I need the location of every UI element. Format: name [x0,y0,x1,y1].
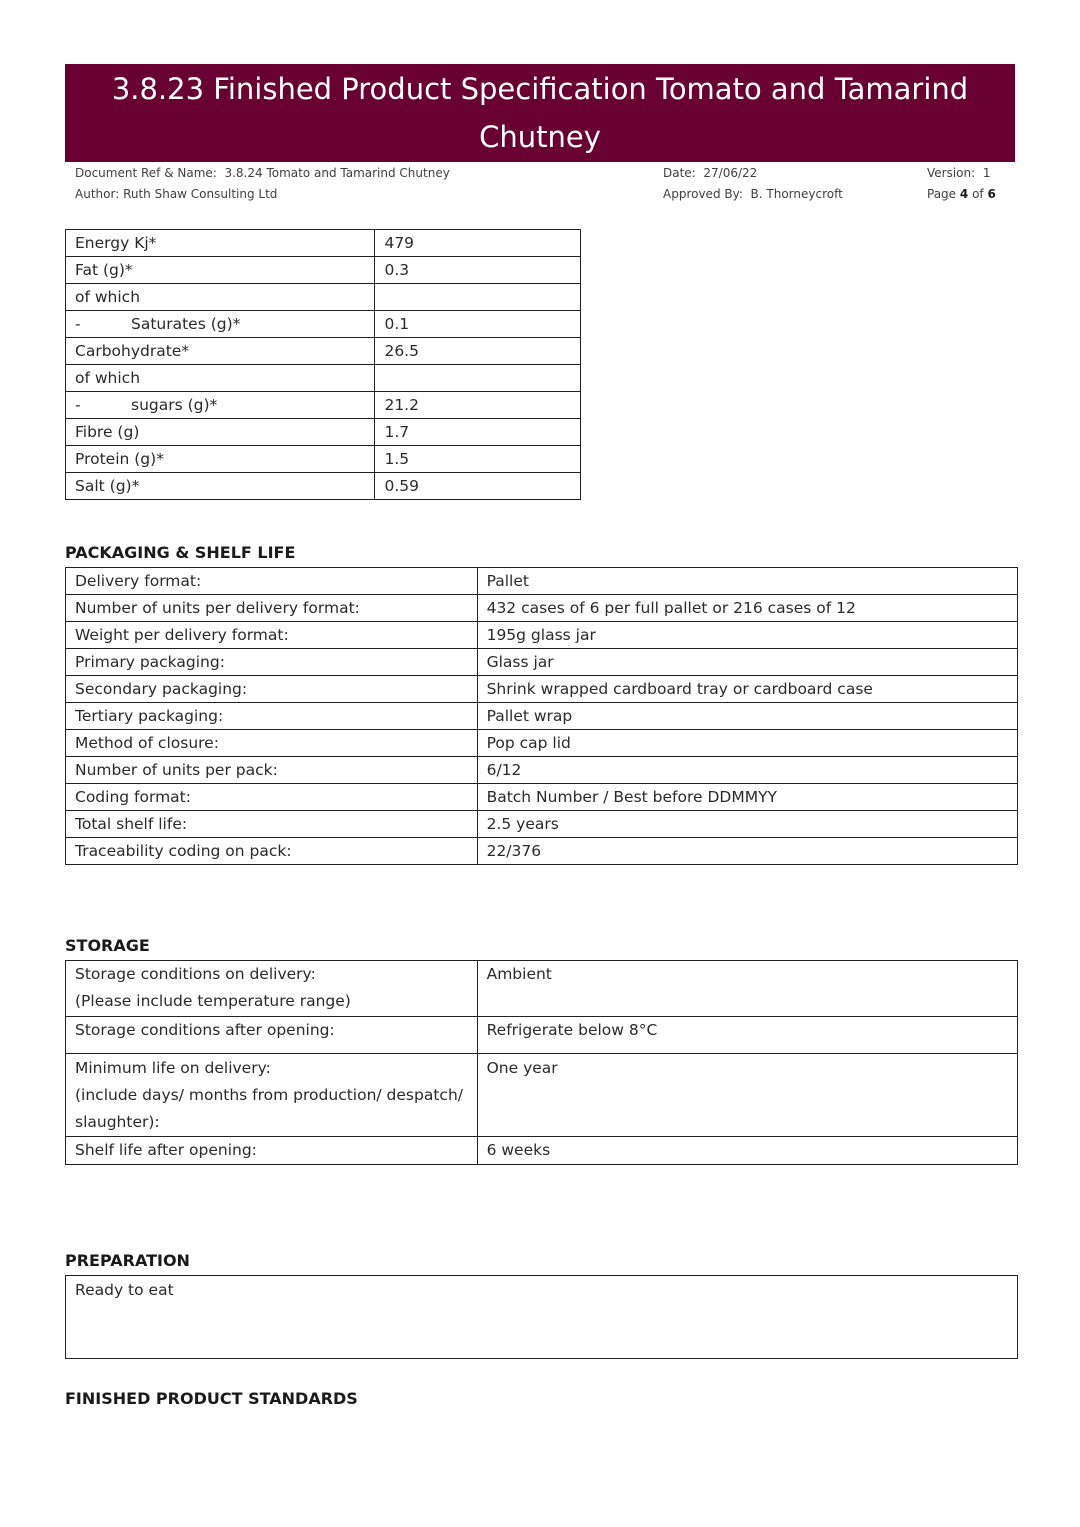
nutrient-name: of which [75,369,141,387]
nutrient-name: sugars (g)* [131,396,218,414]
table-row [66,365,581,392]
author-value: Ruth Shaw Consulting Ltd [123,187,278,201]
nutrient-label [66,392,375,419]
table-row [66,568,1018,595]
approved-by [663,187,843,201]
doc-ref-value: 3.8.24 Tomato and Tamarind Chutney [224,166,450,180]
table-row [66,1276,1018,1359]
nutrient-value: 0.3 [375,257,581,284]
nutrient-name: Carbohydrate* [75,342,190,360]
nutrient-value: 1.7 [375,419,581,446]
nutrient-name: Fibre (g) [75,423,140,441]
storage-label-line: slaughter): [75,1113,160,1131]
packaging-value: 432 cases of 6 per full pallet or 216 cases of 12 [477,595,1017,622]
table-row [66,730,1018,757]
standards-heading: FINISHED PRODUCT STANDARDS [65,1389,358,1408]
nutrient-value: 26.5 [375,338,581,365]
nutrient-dash: - [75,396,81,414]
packaging-label: Delivery format: [66,568,478,595]
nutrition-table [65,229,581,500]
table-row [66,703,1018,730]
packaging-value: 6/12 [477,757,1017,784]
table-row [66,1054,1018,1137]
packaging-value: 2.5 years [477,811,1017,838]
approved-label: Approved By: [663,187,743,201]
storage-label [66,1054,478,1137]
page-total: 6 [987,187,996,201]
table-row [66,338,581,365]
storage-label-line: Storage conditions on delivery: [75,965,316,983]
packaging-value: Pallet wrap [477,703,1017,730]
nutrient-label [66,284,375,311]
nutrient-value: 21.2 [375,392,581,419]
packaging-label: Traceability coding on pack: [66,838,478,865]
packaging-label: Coding format: [66,784,478,811]
packaging-value: 22/376 [477,838,1017,865]
nutrient-name: Protein (g)* [75,450,164,468]
title-line-2: Chutney [479,120,601,154]
packaging-value: 195g glass jar [477,622,1017,649]
approved-value: B. Thorneycroft [750,187,843,201]
author-label: Author: [75,187,120,201]
document-title [65,64,1015,162]
date [663,166,757,180]
doc-ref-label: Document Ref & Name: [75,166,217,180]
packaging-label: Number of units per pack: [66,757,478,784]
preparation-heading: PREPARATION [65,1251,190,1270]
table-row [66,257,581,284]
storage-label-line: Shelf life after opening: [75,1141,257,1159]
table-row [66,473,581,500]
nutrient-value [375,284,581,311]
nutrient-value [375,365,581,392]
table-row [66,784,1018,811]
packaging-value: Pallet [477,568,1017,595]
nutrient-label [66,311,375,338]
nutrient-name: Energy Kj* [75,234,157,252]
table-row [66,757,1018,784]
storage-label-line: Minimum life on delivery: [75,1059,271,1077]
nutrient-value: 0.1 [375,311,581,338]
packaging-value: Glass jar [477,649,1017,676]
table-row [66,649,1018,676]
storage-table [65,960,1018,1165]
storage-label-line: Storage conditions after opening: [75,1021,335,1039]
nutrient-name: Salt (g)* [75,477,140,495]
packaging-value: Batch Number / Best before DDMMYY [477,784,1017,811]
storage-heading: STORAGE [65,936,150,955]
table-row [66,961,1018,1017]
table-row [66,230,581,257]
version-value: 1 [982,166,991,180]
version [927,166,990,180]
nutrient-value: 479 [375,230,581,257]
table-row [66,622,1018,649]
table-row [66,446,581,473]
storage-value: 6 weeks [477,1137,1017,1165]
nutrient-label [66,446,375,473]
nutrient-label [66,257,375,284]
nutrient-value: 1.5 [375,446,581,473]
version-label: Version: [927,166,976,180]
page-current: 4 [959,187,969,201]
storage-label-line: (Please include temperature range) [75,992,351,1010]
table-row [66,676,1018,703]
storage-value: One year [477,1054,1017,1137]
nutrient-label [66,419,375,446]
title-line-1: 3.8.23 Finished Product Specification Tomato and Tamarind [111,72,969,106]
table-row [66,838,1018,865]
date-label: Date: [663,166,696,180]
table-row [66,419,581,446]
storage-value: Ambient [477,961,1017,1017]
storage-label-line: (include days/ months from production/ despatch/ [75,1086,463,1104]
storage-value: Refrigerate below 8°C [477,1017,1017,1054]
packaging-value: Shrink wrapped cardboard tray or cardboard case [477,676,1017,703]
nutrient-value: 0.59 [375,473,581,500]
nutrient-name: Fat (g)* [75,261,133,279]
storage-label [66,961,478,1017]
nutrient-label [66,230,375,257]
date-value: 27/06/22 [703,166,758,180]
page-number [927,187,996,201]
preparation-table [65,1275,1018,1359]
packaging-label: Weight per delivery format: [66,622,478,649]
table-row [66,595,1018,622]
table-row [66,1017,1018,1054]
nutrient-label [66,338,375,365]
author [75,187,277,201]
packaging-label: Primary packaging: [66,649,478,676]
storage-label [66,1017,478,1054]
nutrient-label [66,365,375,392]
nutrient-label [66,473,375,500]
preparation-text: Ready to eat [66,1276,1018,1359]
table-row [66,392,581,419]
page-of: of [972,187,984,201]
nutrient-dash: - [75,315,81,333]
page-label: Page [927,187,957,201]
packaging-label: Tertiary packaging: [66,703,478,730]
packaging-table [65,567,1018,865]
packaging-value: Pop cap lid [477,730,1017,757]
table-row [66,284,581,311]
table-row [66,1137,1018,1165]
packaging-heading: PACKAGING & SHELF LIFE [65,543,296,562]
storage-label [66,1137,478,1165]
packaging-label: Secondary packaging: [66,676,478,703]
packaging-label: Total shelf life: [66,811,478,838]
table-row [66,311,581,338]
doc-ref [75,166,450,180]
nutrient-name: of which [75,288,141,306]
nutrient-name: Saturates (g)* [131,315,241,333]
packaging-label: Method of closure: [66,730,478,757]
table-row [66,811,1018,838]
packaging-label: Number of units per delivery format: [66,595,478,622]
